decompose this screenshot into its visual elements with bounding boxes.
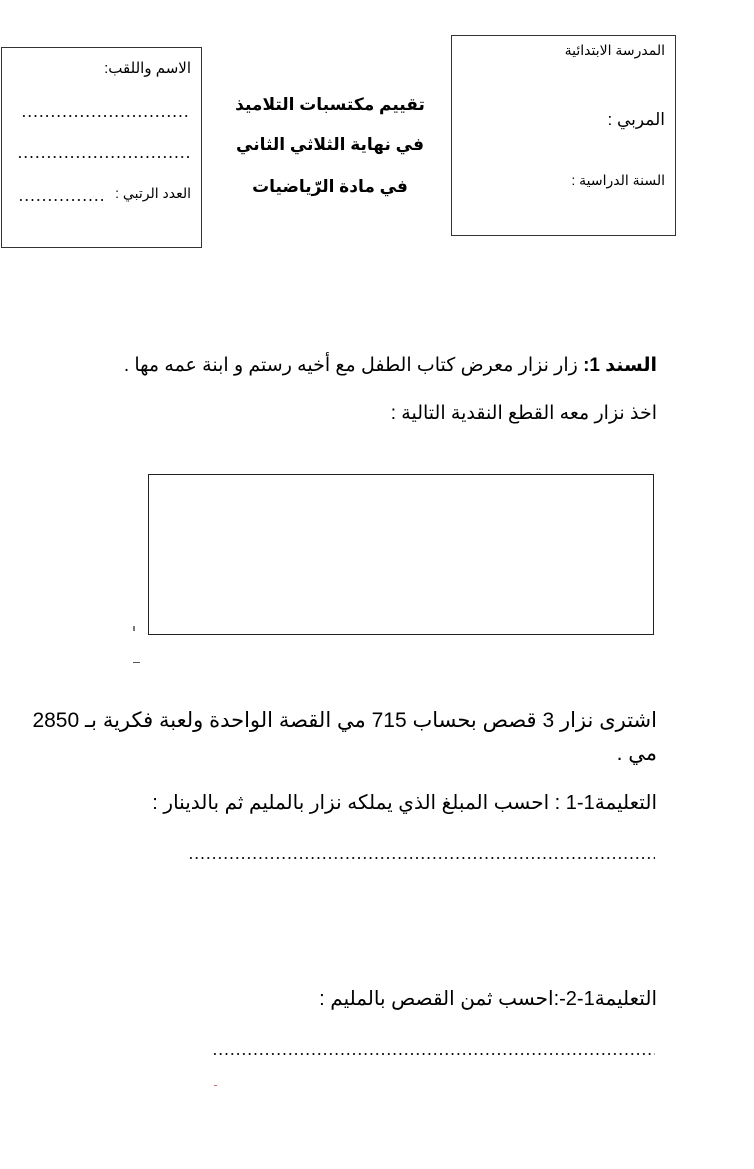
stray-dash (133, 662, 140, 663)
support-1-paragraph (124, 354, 657, 377)
school-label: المدرسة الابتدائية (564, 42, 665, 58)
school-info-box (451, 35, 676, 236)
exam-title (225, 95, 435, 197)
instruction-1-2-label: التعليمة1-2-:احسب ثمن القصص بالمليم : (319, 988, 657, 1010)
stray-mark (133, 626, 135, 631)
purchase-paragraph-line-1: اشترى نزار 3 قصص بحساب 715 مي القصة الواحدة ولعبة فكرية بـ 2850 (32, 709, 657, 732)
title-line-3: في مادة الرّياضيات (252, 177, 408, 196)
support-1-label: السند 1: (583, 355, 657, 376)
name-line-1[interactable] (21, 115, 189, 117)
support-1-text: زار نزار معرض كتاب الطفل مع أخيه رستم و ابنة عمه مها . (123, 355, 584, 376)
stray-red-mark (214, 1085, 217, 1086)
instruction-1-1-answer-line[interactable] (188, 857, 655, 859)
purchase-paragraph-line-2: مي . (616, 742, 657, 765)
serial-number-field[interactable] (18, 199, 104, 201)
student-info-box (1, 47, 202, 248)
serial-number-label: العدد الرتبي : (115, 185, 191, 201)
name-line-2[interactable] (17, 156, 189, 158)
coins-image-frame (148, 474, 654, 635)
teacher-label: المربي : (607, 110, 665, 129)
name-label: الاسم واللقب: (104, 60, 191, 77)
title-line-1: تقييم مكتسبات التلاميذ (235, 95, 425, 114)
instruction-1-2-answer-line[interactable] (212, 1053, 655, 1055)
school-year-label: السنة الدراسية : (571, 172, 665, 188)
title-line-2: في نهاية الثلاثي الثاني (236, 135, 424, 154)
coins-intro-text: اخذ نزار معه القطع النقدية التالية : (390, 403, 657, 424)
instruction-1-1-label: التعليمة1-1 : احسب المبلغ الذي يملكه نزار بالمليم ثم بالدينار : (152, 792, 657, 814)
